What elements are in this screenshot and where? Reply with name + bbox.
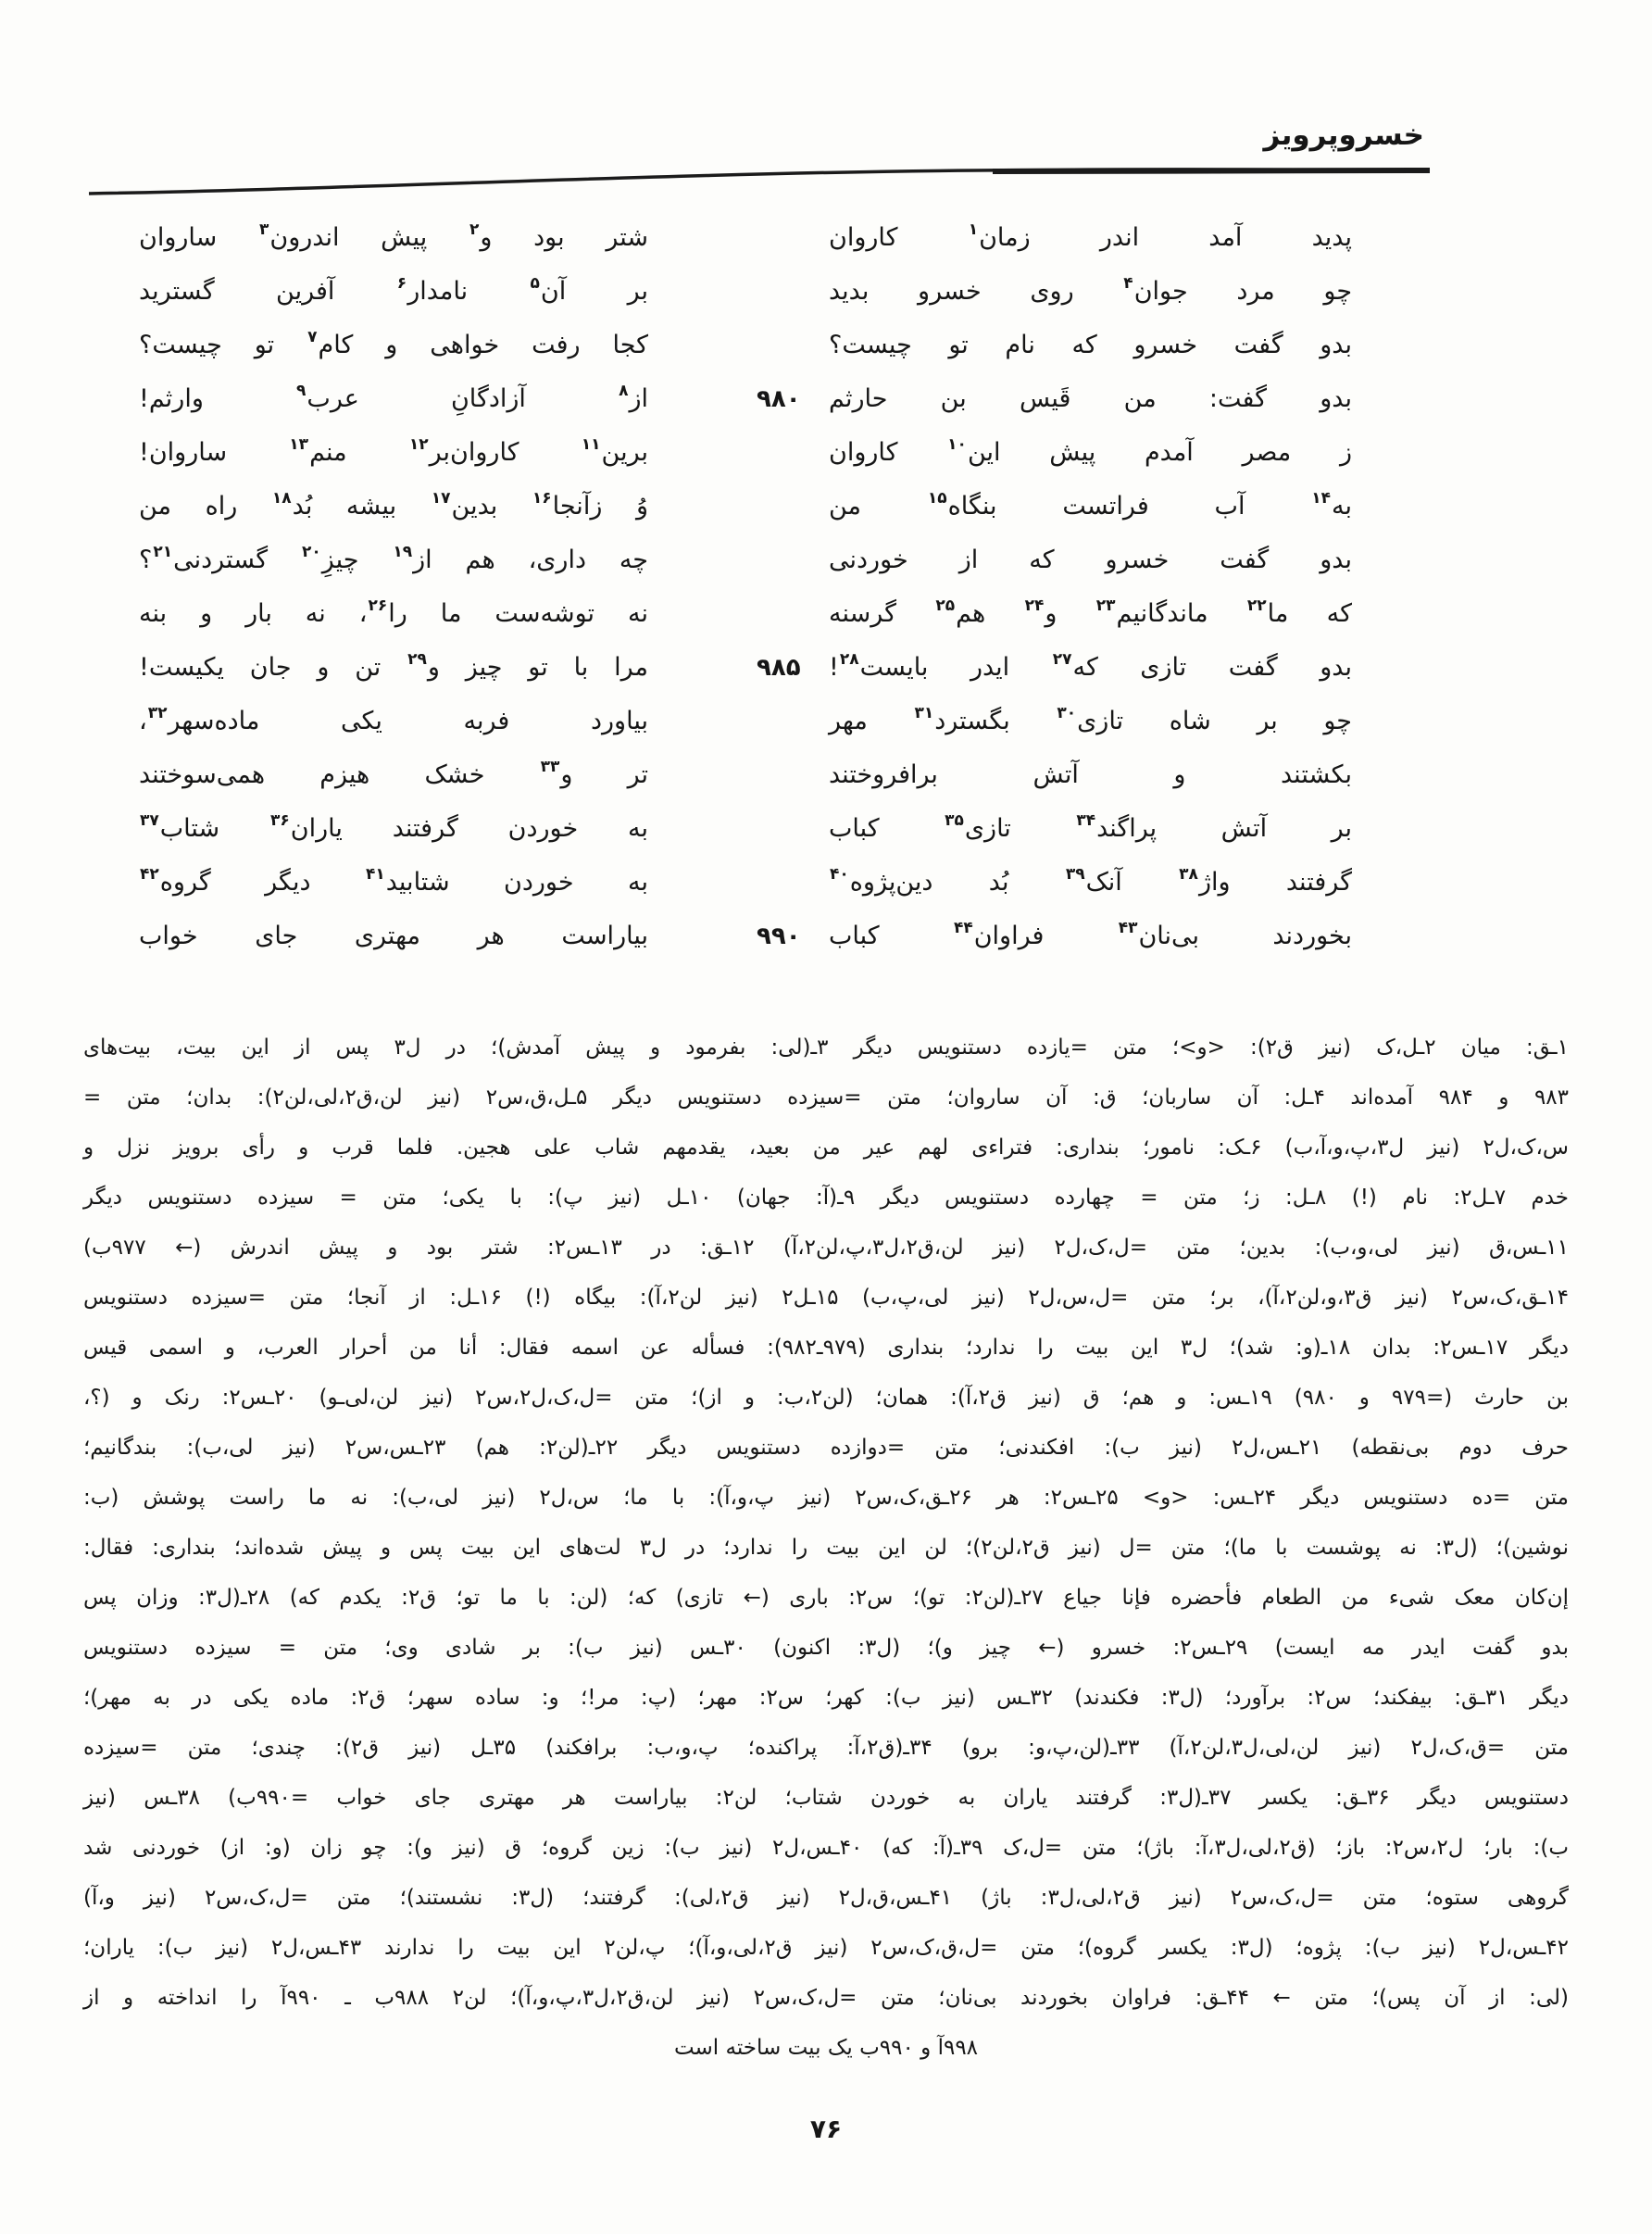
hemistich-first: بدو گفت: من قَیس بن حارثم: [829, 384, 1352, 414]
hemistich-second: برین$^{۱۱}$ کاروان‌بر$^{۱۲}$ منم$^{۱۳}$ ساروان!: [139, 435, 648, 468]
footnote-ref: ۲۳: [1095, 596, 1116, 616]
footnote-ref: ۱: [968, 220, 979, 240]
apparatus-line: إن‌کان معک شیء من الطعام فأحضره فإنا جیاع ۲۷ـ(لن۲: تو)؛ س۲: باری (← تازی) که؛ (لن: با ما تو؛ ق۲: یکدم که) ۲۸ـ(ل۳: وزان پس: [83, 1586, 1570, 1610]
verse-row: [139, 641, 1352, 695]
apparatus-line: گروهی ستوه؛ متن =ل،ک،س۲ (نیز ق۲،لی،ل۳: باژ) ۴۱ـس،ق،ل۲ (نیز ق۲،لی): گرفتند؛ (ل۳: نشستند)؛ متن =ل،ک،س۲ (نیز و،آ): [83, 1886, 1569, 1910]
page-title: خسروپرویز: [1263, 119, 1424, 152]
hemistich-second: بیاراست هر مهتری جای خواب: [139, 922, 648, 951]
footnote-ref: ۱۱: [581, 435, 601, 455]
hemistich-second: تر و$^{۳۳}$ خشک هیزم همی‌سوختند: [139, 758, 648, 790]
footnote-ref: ۸: [619, 382, 629, 401]
hemistich-second: از$^۸$ آزادگانِ عرب$^۹$ وارثم!: [139, 382, 648, 414]
footnote-ref: ۴۰: [830, 865, 849, 885]
apparatus-line: ۴۲ـس،ل۲ (نیز ب): پژوه؛ (ل۳: یکسر گروه)؛ متن =ل،ق،ک،س۲ (نیز ق۲،لی،و،آ)؛ پ،لن۲ این بیت را ندارند ۴۳ـس،ل۲ (نیز ب): یاران؛: [83, 1936, 1569, 1960]
apparatus-line: خدم ۷ـل۲: نام (!) ۸ـل: ز؛ متن = چهارده دستنویس دیگر ۹ـ(آ: جهان) ۱۰ـل (نیز پ): با یکی؛ متن = سیزده دستنویس دیگر: [83, 1186, 1570, 1210]
verse-number: ۹۸۰: [757, 385, 801, 413]
verse-row: [139, 695, 1352, 748]
footnote-ref: ۲۰: [302, 543, 321, 562]
footnote-ref: ۴۱: [365, 865, 385, 885]
header-rule-line: [85, 165, 1437, 202]
footnote-ref: ۴۴: [953, 919, 973, 938]
apparatus-line: بن حارث (=۹۷۹ و ۹۸۰) ۱۹ـس: و هم؛ ق (نیز ق۲،آ): همان؛ (لن۲،ب: و از)؛ متن =ل،ک،ل۲،س۲ (نیز لن،لی‌ـو) ۲۰ـس۲: رنک و (؟،: [83, 1386, 1569, 1410]
footnote-ref: ۱۷: [431, 489, 451, 508]
apparatus-line: ۹۸۳ و ۹۸۴ آمده‌اند ۴ـل: آن ساربان؛ ق: آن ساروان؛ متن =سیزده دستنویس دیگر ۵ـل،ق،س۲ (نیز لن،ق۲،لی،لن۲): بدان؛ متن =: [83, 1086, 1569, 1110]
apparatus-line: نوشین)؛ (ل۳: نه پوشست با ما)؛ متن =ل (نیز ق۲،لن۲)؛ لن این بیت را ندارد؛ در ل۳ لت‌های این بیت پس و پیش شده‌اند؛ بنداری: فقال:: [83, 1536, 1569, 1560]
apparatus-line: (لی: از آن پس)؛ متن ← ۴۴ـق: فراوان بخوردند بی‌نان؛ متن =ل،ک،س۲ (نیز لن،ق۲،ل۳،پ،و،آ)؛ لن۲ ۹۸۸ب ـ ۹۹۰آ را انداخته و از: [83, 1986, 1570, 2010]
apparatus-line: ۱۱ـس،ق (نیز لی،و،ب): بدین؛ متن =ل،ک،ل۲ (نیز لن،ق۲،ل۳،پ،لن۲،آ) ۱۲ـق: در ۱۳ـس۲: شتر بود و پیش اندرش (← ۹۷۷ب): [83, 1236, 1569, 1260]
footnote-ref: ۲۷: [1052, 650, 1072, 670]
footnote-ref: ۳۷: [140, 811, 159, 831]
apparatus-line: دیگر ۱۷ـس۲: بدان ۱۸ـ(و: شد)؛ ل۳ این بیت را ندارد؛ بنداری (۹۷۹ـ۹۸۲): فسأله عن اسمه فقال: أنا من أحرار العرب، و اسمی قیس: [83, 1336, 1569, 1360]
hemistich-first: چو مرد جوان$^۴$ روی خسرو بدید: [829, 274, 1353, 307]
footnote-ref: ۴۳: [1118, 919, 1138, 938]
apparatus-line: ۱۴ـق،ک،س۲ (نیز ق۳،و،لن۲،آ)، بر؛ متن =ل،س،ل۲ (نیز لی،پ،ب) ۱۵ـل۲ (نیز لن۲،آ): بیگاه (!) ۱۶ـل: از آنجا؛ متن =سیزده دستنویس: [83, 1286, 1569, 1310]
hemistich-first: گرفتند واژ$^{۳۸}$ آنک$^{۳۹}$ بُد دین‌پژوه$^{۴۰}$: [830, 865, 1352, 897]
hemistich-second: به خوردن شتابید$^{۴۱}$ دیگر گروه$^{۴۲}$: [140, 865, 648, 897]
footnote-ref: ۱۶: [532, 489, 552, 508]
verse-number: ۹۹۰: [757, 922, 801, 950]
footnote-ref: ۱۵: [927, 489, 947, 508]
hemistich-first: بکشتند و آتش برافروختند: [829, 760, 1352, 790]
hemistich-first: بدو گفت تازی که$^{۲۷}$ ایدر بایست$^{۲۸}$!: [829, 650, 1352, 683]
verse-row: [139, 372, 1352, 426]
footnote-ref: ۳۱: [914, 704, 934, 723]
footnote-ref: ۹: [296, 382, 307, 401]
hemistich-first: پدید آمد اندر زمان$^۱$ کاروان: [829, 220, 1352, 253]
footnote-ref: ۳۶: [270, 811, 290, 831]
verse-row: [139, 211, 1352, 265]
verse-block: [139, 211, 1352, 963]
footnote-ref: ۱۳: [289, 435, 309, 455]
apparatus-line: س،ک،ل۲ (نیز ل۳،پ،و،آ،ب) ۶ـک: نامور؛ بنداری: فتراءی لهم عیر من بعید، یقدمهم شاب علی هجین. فلما قرب و رأی برویز نزل و: [83, 1136, 1569, 1160]
verse-row: [139, 910, 1352, 963]
footnote-ref: ۲۲: [1246, 596, 1267, 616]
footnote-ref: ۳۸: [1179, 865, 1198, 885]
verse-row: [139, 319, 1352, 372]
hemistich-second: مرا با تو چیز و$^{۲۹}$ تن و جان یکیست!: [139, 650, 648, 683]
verse-row: [139, 748, 1352, 802]
footnote-ref: ۴: [1123, 274, 1133, 294]
hemistich-second: وُ زآنجا$^{۱۶}$ بدین$^{۱۷}$ بیشه بُد$^{۱۸}$ راه من: [139, 489, 648, 521]
verse-row: [139, 587, 1352, 641]
verse-row: [139, 480, 1352, 533]
footnote-ref: ۱۴: [1311, 489, 1331, 508]
footnote-ref: ۲۴: [1024, 596, 1045, 616]
apparatus-line: ۱ـق: میان ۲ـل،ک (نیز ق۲): <و>؛ متن =یازده دستنویس دیگر ۳ـ(لی: بفرمود و پیش آمدش)؛ در ل۳ پس از این بیت، بیت‌های: [83, 1035, 1570, 1060]
apparatus-line: حرف دوم بی‌نقطه) ۲۱ـس،ل۲ (نیز ب): افکندنی؛ متن =دوازده دستنویس دیگر ۲۲ـ(لن۲: هم) ۲۳ـس،س۲ (نیز لی،ب): بندگانیم؛: [83, 1436, 1569, 1460]
footnote-ref: ۲: [469, 220, 480, 240]
footnote-ref: ۶: [396, 274, 407, 294]
verse-row: [139, 265, 1352, 319]
verse-row: [139, 533, 1352, 587]
apparatus-line: متن =ده دستنویس دیگر ۲۴ـس: <و> ۲۵ـس۲: هر ۲۶ـق،ک،س۲ (نیز پ،و،آ): با ما؛ س،ل۲ (نیز لی،ب): نه ما راست پوشش (ب:: [83, 1486, 1569, 1510]
hemistich-first: به$^{۱۴}$ آب فراتست بنگاه$^{۱۵}$ من: [829, 489, 1352, 521]
page-number: ۷۶: [809, 2114, 843, 2144]
hemistich-first: که ما$^{۲۲}$ ماندگانیم$^{۲۳}$ و$^{۲۴}$ هم$^{۲۵}$ گرسنه: [829, 596, 1353, 629]
critical-apparatus: [83, 1023, 1569, 2073]
footnote-ref: ۱۲: [408, 435, 429, 455]
footnote-ref: ۳۹: [1065, 865, 1085, 885]
footnote-ref: ۱۸: [271, 489, 292, 508]
verse-row: [139, 802, 1352, 856]
hemistich-second: بیاورد فربه یکی ماده‌سهر$^{۳۲}$،: [139, 704, 648, 736]
hemistich-second: بر آن$^۵$ نامدار$^۶$ آفرین گسترید: [139, 274, 648, 307]
footnote-ref: ۵: [530, 274, 540, 294]
apparatus-line: دیگر ۳۱ـق: بیفکند؛ س۲: برآورد؛ (ل۳: فکندند) ۳۲ـس (نیز ب): کهر؛ س۲: مهر؛ (پ: مر!؛ و: ساده سهر؛ ق۲: ماده یکی در به مهر)؛: [83, 1686, 1569, 1710]
footnote-ref: ۱۰: [947, 435, 967, 455]
footnote-ref: ۳: [258, 220, 269, 240]
apparatus-line: دستنویس دیگر ۳۶ـق: یکسر ۳۷ـ(ل۳: گرفتند یاران به خوردن شتاب؛ لن۲: بیاراست هر مهتری جای خواب =۹۹۰ب) ۳۸ـس (نیز: [83, 1786, 1569, 1810]
hemistich-second: چه داری، هم از$^{۱۹}$ چیزِ$^{۲۰}$ گستردنی$^{۲۱}$؟: [139, 543, 648, 575]
footnote-ref: ۲۵: [935, 596, 956, 616]
hemistich-first: بر آتش پراگند$^{۳۴}$ تازی$^{۳۵}$ کباب: [829, 811, 1352, 844]
footnote-ref: ۲۱: [153, 543, 173, 562]
hemistich-first: بدو گفت خسرو که نام تو چیست؟: [829, 331, 1352, 360]
footnote-ref: ۲۶: [368, 596, 388, 616]
hemistich-second: به خوردن گرفتند یاران$^{۳۶}$ شتاب$^{۳۷}$: [140, 811, 648, 844]
footnote-ref: ۲۹: [407, 650, 427, 670]
apparatus-closing-line: ۹۹۸آ و ۹۹۰ب یک بیت ساخته است: [673, 2036, 979, 2060]
apparatus-line: بدو گفت ایدر مه ایست) ۲۹ـس۲: خسرو (← چیز و)؛ (ل۳: اکنون) ۳۰ـس (نیز ب): بر شادی وی؛ متن = سیزده دستنویس: [83, 1636, 1569, 1660]
footnote-ref: ۳۰: [1057, 704, 1077, 723]
footnote-ref: ۳۳: [540, 758, 560, 777]
apparatus-line: متن =ق،ک،ل۲ (نیز لن،لی،ل۳،لن۲،آ) ۳۳ـ(لن،پ،و: برو) ۳۴ـ(ق۲،آ: پراکنده؛ پ،و،ب: برافکند) ۳۵ـل (نیز ق۲): چندی؛ متن =سیزده: [83, 1736, 1569, 1760]
verse-number: ۹۸۵: [757, 654, 801, 682]
verse-row: [139, 856, 1352, 910]
footnote-ref: ۳۴: [1076, 811, 1096, 831]
hemistich-first: چو بر شاه تازی$^{۳۰}$ بگسترد$^{۳۱}$ مهر: [829, 704, 1352, 736]
footnote-ref: ۳۵: [945, 811, 964, 831]
hemistich-first: بخوردند بی‌نان$^{۴۳}$ فراوان$^{۴۴}$ کباب: [829, 919, 1352, 951]
hemistich-second: شتر بود و$^۲$ پیش اندرون$^۳$ ساروان: [139, 220, 649, 253]
apparatus-line: ب): بار؛ ل۲،س۲: باز؛ (ق۲،لی،ل۳،آ: باژ)؛ متن =ل،ک ۳۹ـ(آ: که) ۴۰ـس،ل۲ (نیز ب): زین گروه؛ ق (نیز و): چو زان (و: از) خوردنی شد: [83, 1836, 1569, 1860]
footnote-ref: ۱۹: [393, 543, 413, 562]
hemistich-first: بدو گفت خسرو که از خوردنی: [829, 546, 1352, 575]
footnote-ref: ۳۲: [147, 704, 168, 723]
footnote-ref: ۴۲: [140, 865, 159, 885]
verse-row: [139, 426, 1352, 480]
hemistich-first: ز مصر آمدم پیش این$^{۱۰}$ کاروان: [829, 435, 1352, 468]
footnote-ref: ۲۸: [839, 650, 859, 670]
hemistich-second: کجا رفت خواهی و کام$^۷$ تو چیست؟: [139, 328, 648, 360]
footnote-ref: ۷: [307, 328, 318, 347]
hemistich-second: نه توشه‌ست ما را$^{۲۶}$، نه بار و بنه: [139, 596, 648, 629]
